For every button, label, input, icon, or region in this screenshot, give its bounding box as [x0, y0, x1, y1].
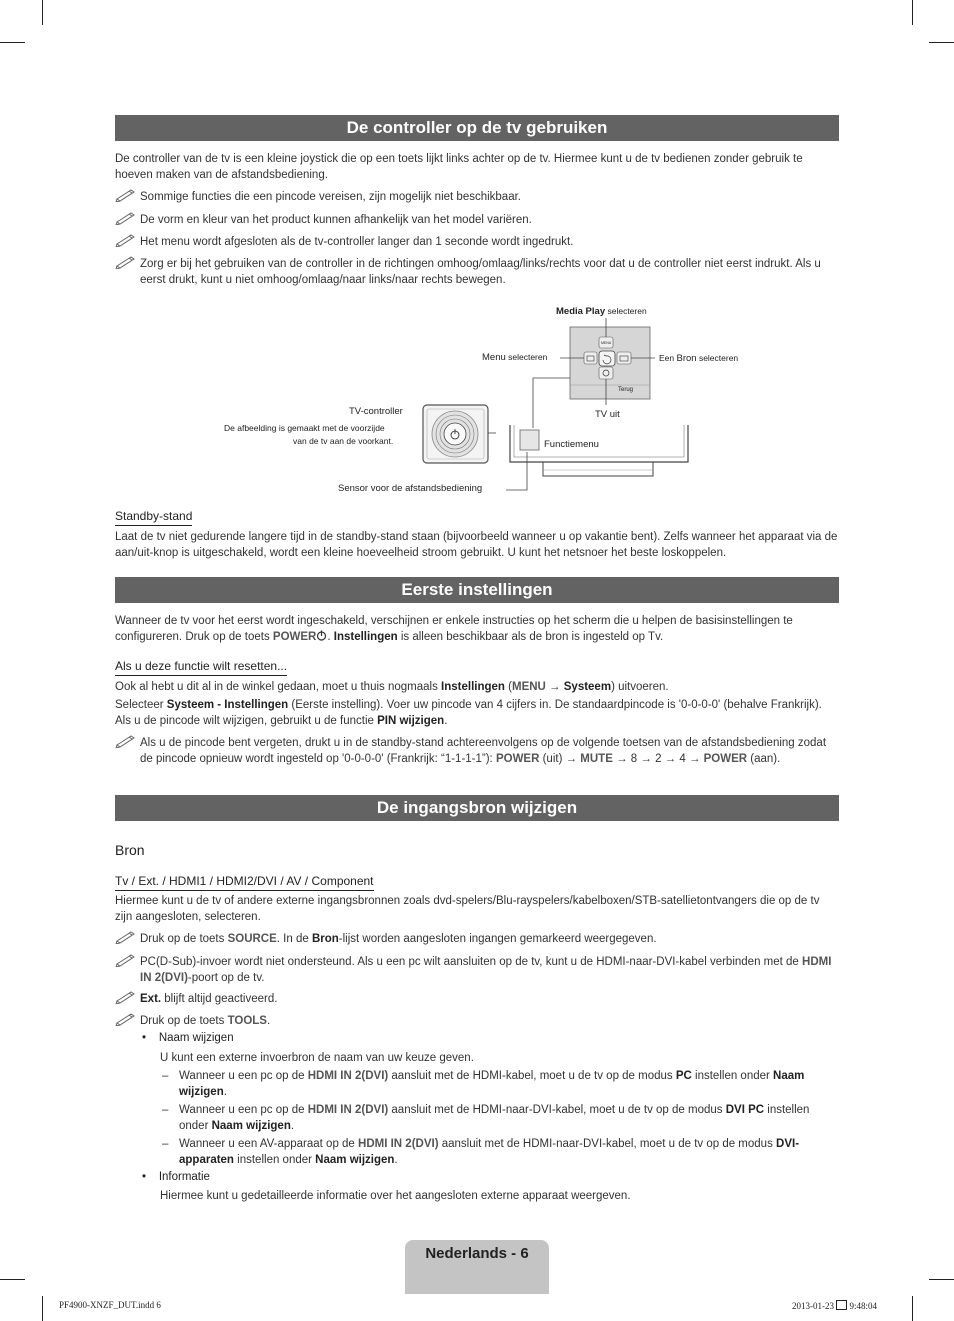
dash-item: – Wanneer u een pc op de HDMI IN 2(DVI) aansluit met de HDMI-kabel, moet u de tv op de modus PC instellen onder Naam wijzigen. — [162, 1070, 805, 1098]
naam-wijzigen-text: U kunt een externe invoerbron de naam van uw keuze geven. — [160, 1052, 474, 1064]
note-text: Zorg er bij het gebruiken van de controller in de richtingen omhoog/omlaag/links/rechts voor dat u de controller niet eerst indrukt. Als u eerst drukt, kunt u niet omhoog/omlaag/naar links/naar rechts bewegen. — [140, 258, 821, 286]
reset-text-2: Selecteer Systeem - Instellingen (Eerste instelling). Voer uw pincode van 4 cijfers in. De standaardpincode is '0-0-0-0' (behalve Frankrijk). Als u de pincode wilt wijzigen, gebruikt u de functie PIN wijzigen. — [115, 699, 822, 727]
reset-heading: Als u deze functie wilt resetten... — [115, 659, 287, 676]
label-sensor: Sensor voor de afstandsbediening — [338, 483, 483, 494]
pen-note-icon — [115, 734, 137, 748]
page-number-tab — [405, 1240, 549, 1294]
print-timestamp: 2013-01-23 9:48:04 — [792, 1301, 878, 1311]
label-afbeelding-2: van de tv aan de voorkant. — [293, 436, 394, 446]
controller-intro: De controller van de tv is een kleine joystick die op een toets lijkt links achter op de tv. Hiermee kunt u de tv bedienen zonder gebruik te hoeven maken van de afstandsbediening. — [115, 153, 803, 181]
label-menu: Menu selecteren — [482, 352, 548, 363]
power-icon — [316, 630, 327, 641]
note-item — [115, 955, 839, 986]
note-text: Als u de pincode bent vergeten, drukt u in de standby-stand achtereenvolgens op de volgende toetsen van de afstandsbediening zodat de pincode opnieuw wordt ingesteld op '0-0-0-0' (Frankrijk: “1-1-1-1”): POWER (uit) → MUTE → 8 → 2 → 4 → POWER (aan). — [140, 737, 827, 765]
label-afbeelding-1: De afbeelding is gemaakt met de voorzijde — [224, 423, 385, 433]
note-text: De vorm en kleur van het product kunnen afhankelijk van het model variëren. — [140, 214, 532, 226]
section-title-ingangsbron: De ingangsbron wijzigen — [115, 795, 839, 821]
note-text: Het menu wordt afgesloten als de tv-controller langer dan 1 seconde wordt ingedrukt. — [140, 236, 574, 248]
label-media-play: Media Play selecteren — [556, 306, 647, 317]
bullet-informatie: • Informatie — [142, 1171, 210, 1183]
informatie-text: Hiermee kunt u gedetailleerde informatie over het aangesloten externe apparaat weergeven. — [160, 1190, 631, 1202]
file-name: PF4900-XNZF_DUT.indd 6 — [59, 1300, 161, 1310]
crop-mark — [0, 1279, 25, 1280]
note-item — [115, 1014, 839, 1030]
label-tv-controller: TV-controller — [349, 406, 403, 417]
standby-heading: Standby-stand — [115, 509, 192, 526]
dash-item: – Wanneer u een pc op de HDMI IN 2(DVI) aansluit met de HDMI-naar-DVI-kabel, moet u de tv op de modus DVI PC instellen onder Naam wijzigen. — [162, 1104, 810, 1132]
section-title-eerste: Eerste instellingen — [115, 577, 839, 603]
note-item — [115, 932, 839, 948]
standby-text: Laat de tv niet gedurende langere tijd in de standby-stand staan (bijvoorbeeld wanneer u op vakantie bent). Zelfs wanneer het apparaat via de aan/uit-knop is uitgeschakeld, wordt een kleine hoeveelheid stroom gebruikt. U kunt het netsnoer het beste loskoppelen. — [115, 531, 838, 559]
note-text: Druk op de toets SOURCE. In de Bron-lijst worden aangesloten ingangen gemarkeerd weergegeven. — [140, 933, 657, 945]
bullet-naam-wijzigen: • Naam wijzigen — [142, 1032, 234, 1044]
pen-note-icon — [115, 1012, 137, 1026]
note-text: Ext. blijft altijd geactiveerd. — [140, 993, 278, 1005]
crop-mark — [912, 1296, 913, 1321]
section-title-controller: De controller op de tv gebruiken — [115, 115, 839, 141]
note-item — [115, 992, 839, 1008]
note-item — [115, 736, 839, 767]
crop-mark — [42, 1296, 43, 1321]
label-menu-tiny: MENU — [601, 341, 612, 345]
pen-note-icon — [115, 930, 137, 944]
label-tv-uit: TV uit — [595, 409, 620, 420]
label-terug: Terug — [618, 387, 634, 393]
controller-diagram — [0, 0, 954, 520]
eerste-intro: Wanneer de tv voor het eerst wordt ingeschakeld, verschijnen er enkele instructies op het scherm die u helpen de basisinstellingen te configureren. Druk op de toets POWER . Instellingen is alleen beschikbaar als de bron is ingesteld op Tv. — [115, 615, 793, 643]
label-bron: Een Bron selecteren — [659, 353, 739, 364]
dash-item: – Wanneer u een AV-apparaat op de HDMI IN 2(DVI) aansluit met de HDMI-naar-DVI-kabel, moet u de tv op de modus DVI-apparaten instellen onder Naam wijzigen. — [162, 1138, 800, 1166]
note-text: PC(D-Sub)-invoer wordt niet ondersteund. Als u een pc wilt aansluiten op de tv, kunt u de HDMI-naar-DVI-kabel verbinden met de HDMI IN 2(DVI)-poort op de tv. — [140, 956, 832, 984]
sources-heading: Tv / Ext. / HDMI1 / HDMI2/DVI / AV / Component — [115, 874, 374, 891]
page-label: Nederlands - 6 — [425, 1245, 529, 1262]
pen-note-icon — [115, 990, 137, 1004]
label-functiemenu: Functiemenu — [544, 439, 599, 450]
crop-mark — [929, 1279, 954, 1280]
sources-intro: Hiermee kunt u de tv of andere externe ingangsbronnen zoals dvd-spelers/Blu-rayspelers/kabelboxen/STB-satellietontvangers die op de tv zijn aangesloten, selecteren. — [115, 895, 820, 923]
pen-note-icon — [115, 953, 137, 967]
bron-heading: Bron — [115, 842, 145, 858]
note-text: Druk op de toets TOOLS. — [140, 1015, 271, 1027]
note-text: Sommige functies die een pincode vereisen, zijn mogelijk niet beschikbaar. — [140, 191, 521, 203]
reset-text-1: Ook al hebt u dit al in de winkel gedaan, moet u thuis nogmaals Instellingen (MENU → Systeem) uitvoeren. — [115, 681, 669, 693]
